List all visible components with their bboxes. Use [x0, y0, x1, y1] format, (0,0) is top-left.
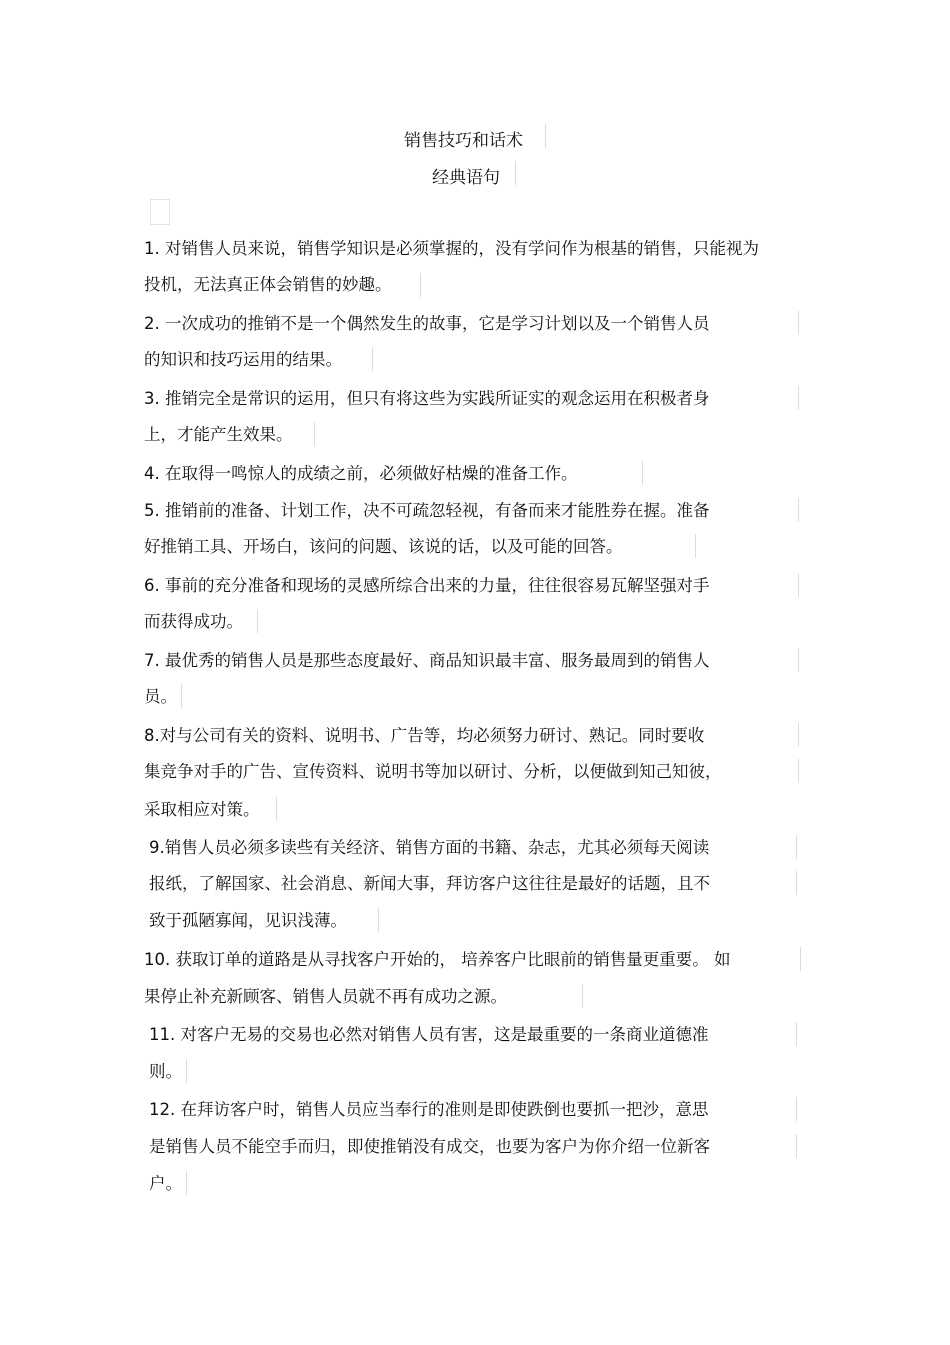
text-line: 4. 在取得一鸣惊人的成绩之前，必须做好枯燥的准备工作。: [144, 464, 578, 483]
separator: [695, 534, 696, 558]
separator: [642, 461, 643, 485]
text-line: 户。: [149, 1174, 182, 1193]
separator: [515, 161, 516, 185]
document-subtitle: 经典语句: [432, 168, 500, 188]
separator: [798, 648, 799, 672]
separator: [372, 347, 373, 371]
text-line: 采取相应对策。: [144, 800, 260, 819]
text-line: 则。: [149, 1062, 182, 1081]
text-line: 是销售人员不能空手而归，即使推销没有成交，也要为客户为你介绍一位新客: [149, 1137, 710, 1156]
separator: [186, 1059, 187, 1083]
separator: [796, 1134, 797, 1158]
separator: [378, 908, 379, 932]
text-line: 7. 最优秀的销售人员是那些态度最好、商品知识最丰富、服务最周到的销售人: [144, 651, 710, 670]
separator: [798, 573, 799, 597]
separator: [796, 871, 797, 895]
separator: [798, 759, 799, 783]
separator: [186, 1171, 187, 1195]
text-line: 报纸，了解国家、社会消息、新闻大事，拜访客户这往往是最好的话题，且不: [149, 874, 710, 893]
text-line: 果停止补充新顾客、销售人员就不再有成功之源。: [144, 987, 507, 1006]
text-line: 9.销售人员必须多读些有关经济、销售方面的书籍、杂志，尤其必须每天阅读: [149, 838, 710, 857]
text-line: 2. 一次成功的推销不是一个偶然发生的故事，它是学习计划以及一个销售人员: [144, 314, 710, 333]
separator: [257, 609, 258, 633]
separator: [796, 835, 797, 859]
separator: [798, 723, 799, 747]
separator: [796, 1022, 797, 1046]
text-line: 致于孤陋寡闻，见识浅薄。: [149, 911, 347, 930]
text-line: 投机，无法真正体会销售的妙趣。: [144, 275, 392, 294]
text-line: 1. 对销售人员来说，销售学知识是必须掌握的，没有学问作为根基的销售，只能视为: [144, 239, 759, 258]
separator: [798, 311, 799, 335]
text-line: 11. 对客户无易的交易也必然对销售人员有害，这是最重要的一条商业道德准: [149, 1025, 709, 1044]
text-line: 好推销工具、开场白，该问的问题、该说的话，以及可能的回答。: [144, 537, 623, 556]
separator: [181, 684, 182, 708]
text-line: 而获得成功。: [144, 612, 243, 631]
separator: [800, 947, 801, 971]
text-line: 6. 事前的充分准备和现场的灵感所综合出来的力量，往往很容易瓦解坚强对手: [144, 576, 710, 595]
text-line: 12. 在拜访客户时，销售人员应当奉行的准则是即使跌倒也要抓一把沙，意思: [149, 1100, 709, 1119]
separator: [798, 498, 799, 522]
separator: [276, 797, 277, 821]
separator: [420, 273, 421, 297]
empty-box: [150, 199, 170, 225]
separator: [796, 1097, 797, 1121]
text-line: 的知识和技巧运用的结果。: [144, 350, 342, 369]
separator: [545, 124, 546, 148]
separator: [582, 984, 583, 1008]
text-line: 员。: [144, 687, 177, 706]
separator: [798, 386, 799, 410]
text-line: 上，才能产生效果。: [144, 425, 293, 444]
document-title: 销售技巧和话术: [404, 131, 523, 151]
separator: [314, 422, 315, 446]
text-line: 10. 获取订单的道路是从寻找客户开始的， 培养客户比眼前的销售量更重要。 如: [144, 950, 731, 969]
text-line: 集竞争对手的广告、宣传资料、说明书等加以研讨、分析，以便做到知己知彼，: [144, 762, 722, 781]
text-line: 8.对与公司有关的资料、说明书、广告等，均必须努力研讨、熟记。同时要收: [144, 726, 705, 745]
text-line: 5. 推销前的准备、计划工作，决不可疏忽轻视，有备而来才能胜券在握。准备: [144, 501, 710, 520]
text-line: 3. 推销完全是常识的运用，但只有将这些为实践所证实的观念运用在积极者身: [144, 389, 710, 408]
